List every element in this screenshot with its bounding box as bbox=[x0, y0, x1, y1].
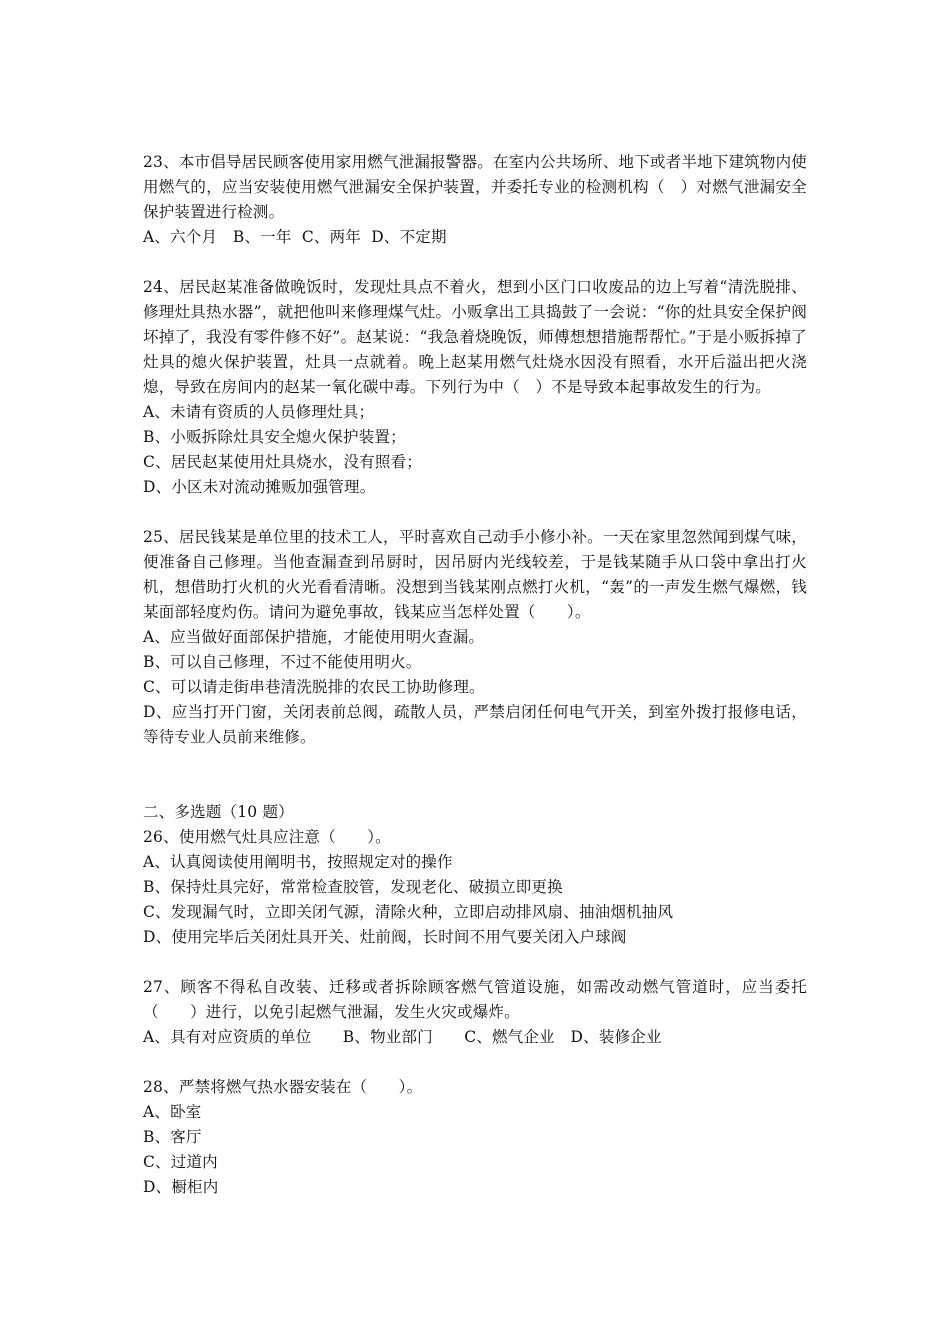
section-heading-multiple-choice: 二、多选题（10 题） bbox=[143, 803, 294, 821]
question-28-option-b: B、客厅 bbox=[143, 1128, 202, 1146]
question-25-stem: 25、居民钱某是单位里的技术工人，平时喜欢自己动手小修小补。一天在家里忽然闻到煤气味，便准备自己修理。当他查漏查到吊厨时，因吊厨内光线较差，于是钱某随手从口袋中拿出打火机，想借助打火机的火光看看清晰。没想到当钱某刚点燃打火机，“轰”的一声发生燃气爆燃，钱某面部轻度灼伤。请问为避免事故，钱某应当怎样处置（ ）。 bbox=[143, 528, 807, 621]
document-page bbox=[143, 150, 807, 1200]
question-24-stem: 24、居民赵某准备做晚饭时，发现灶具点不着火，想到小区门口收废品的边上写着“清洗脱排、修理灶具热水器”，就把他叫来修理煤气灶。小贩拿出工具捣鼓了一会说：“你的灶具安全保护阀坏掉了，我没有零件修不好”。赵某说：“我急着烧晚饭，师傅想想措施帮帮忙。”于是小贩拆掉了灶具的熄火保护装置，灶具一点就着。晚上赵某用燃气灶烧水因没有照看，水开后溢出把火浇熄，导致在房间内的赵某一氧化碳中毒。下列行为中（ ）不是导致本起事故发生的行为。 bbox=[143, 278, 807, 396]
question-28-option-c: C、过道内 bbox=[143, 1153, 218, 1171]
question-25 bbox=[143, 525, 807, 750]
question-26-stem: 26、使用燃气灶具应注意（ ）。 bbox=[143, 828, 391, 846]
question-27-stem: 27、顾客不得私自改装、迁移或者拆除顾客燃气管道设施，如需改动燃气管道时，应当委托（ ）进行，以免引起燃气泄漏，发生火灾或爆炸。 bbox=[143, 978, 807, 1021]
question-24 bbox=[143, 275, 807, 500]
question-28-option-a: A、卧室 bbox=[143, 1103, 202, 1121]
question-26-option-b: B、保持灶具完好，常常检查胶管，发现老化、破损立即更换 bbox=[143, 878, 563, 896]
question-25-option-d: D、应当打开门窗，关闭表前总阀，疏散人员，严禁启闭任何电气开关，到室外拨打报修电话，等待专业人员前来维修。 bbox=[143, 703, 807, 746]
question-26 bbox=[143, 825, 807, 950]
question-28-stem: 28、严禁将燃气热水器安装在（ ）。 bbox=[143, 1078, 423, 1096]
question-24-option-a: A、未请有资质的人员修理灶具； bbox=[143, 403, 375, 421]
question-24-option-c: C、居民赵某使用灶具烧水，没有照看； bbox=[143, 453, 422, 471]
question-24-option-b: B、小贩拆除灶具安全熄火保护装置； bbox=[143, 428, 406, 446]
question-23 bbox=[143, 150, 807, 250]
question-28 bbox=[143, 1075, 807, 1200]
question-27 bbox=[143, 975, 807, 1050]
question-26-option-c: C、发现漏气时，立即关闭气源，清除火种，立即启动排风扇、抽油烟机抽风 bbox=[143, 903, 674, 921]
question-25-option-b: B、可以自己修理，不过不能使用明火。 bbox=[143, 653, 422, 671]
question-24-option-d: D、小区未对流动摊贩加强管理。 bbox=[143, 478, 376, 496]
question-28-option-d: D、橱柜内 bbox=[143, 1178, 219, 1196]
question-23-options: A、六个月 B、一年 C、两年 D、不定期 bbox=[143, 228, 447, 246]
question-26-option-d: D、使用完毕后关闭灶具开关、灶前阀，长时间不用气要关闭入户球阀 bbox=[143, 928, 627, 946]
question-25-option-a: A、应当做好面部保护措施，才能使用明火查漏。 bbox=[143, 628, 485, 646]
question-23-stem: 23、本市倡导居民顾客使用家用燃气泄漏报警器。在室内公共场所、地下或者半地下建筑物内使用燃气的，应当安装使用燃气泄漏安全保护装置，并委托专业的检测机构（ ）对燃气泄漏安全保护装置进行检测。 bbox=[143, 153, 807, 221]
question-27-options: A、具有对应资质的单位 B、物业部门 C、燃气企业 D、装修企业 bbox=[143, 1028, 662, 1046]
question-26-option-a: A、认真阅读使用阐明书，按照规定对的操作 bbox=[143, 853, 453, 871]
question-25-option-c: C、可以请走街串巷清洗脱排的农民工协助修理。 bbox=[143, 678, 485, 696]
